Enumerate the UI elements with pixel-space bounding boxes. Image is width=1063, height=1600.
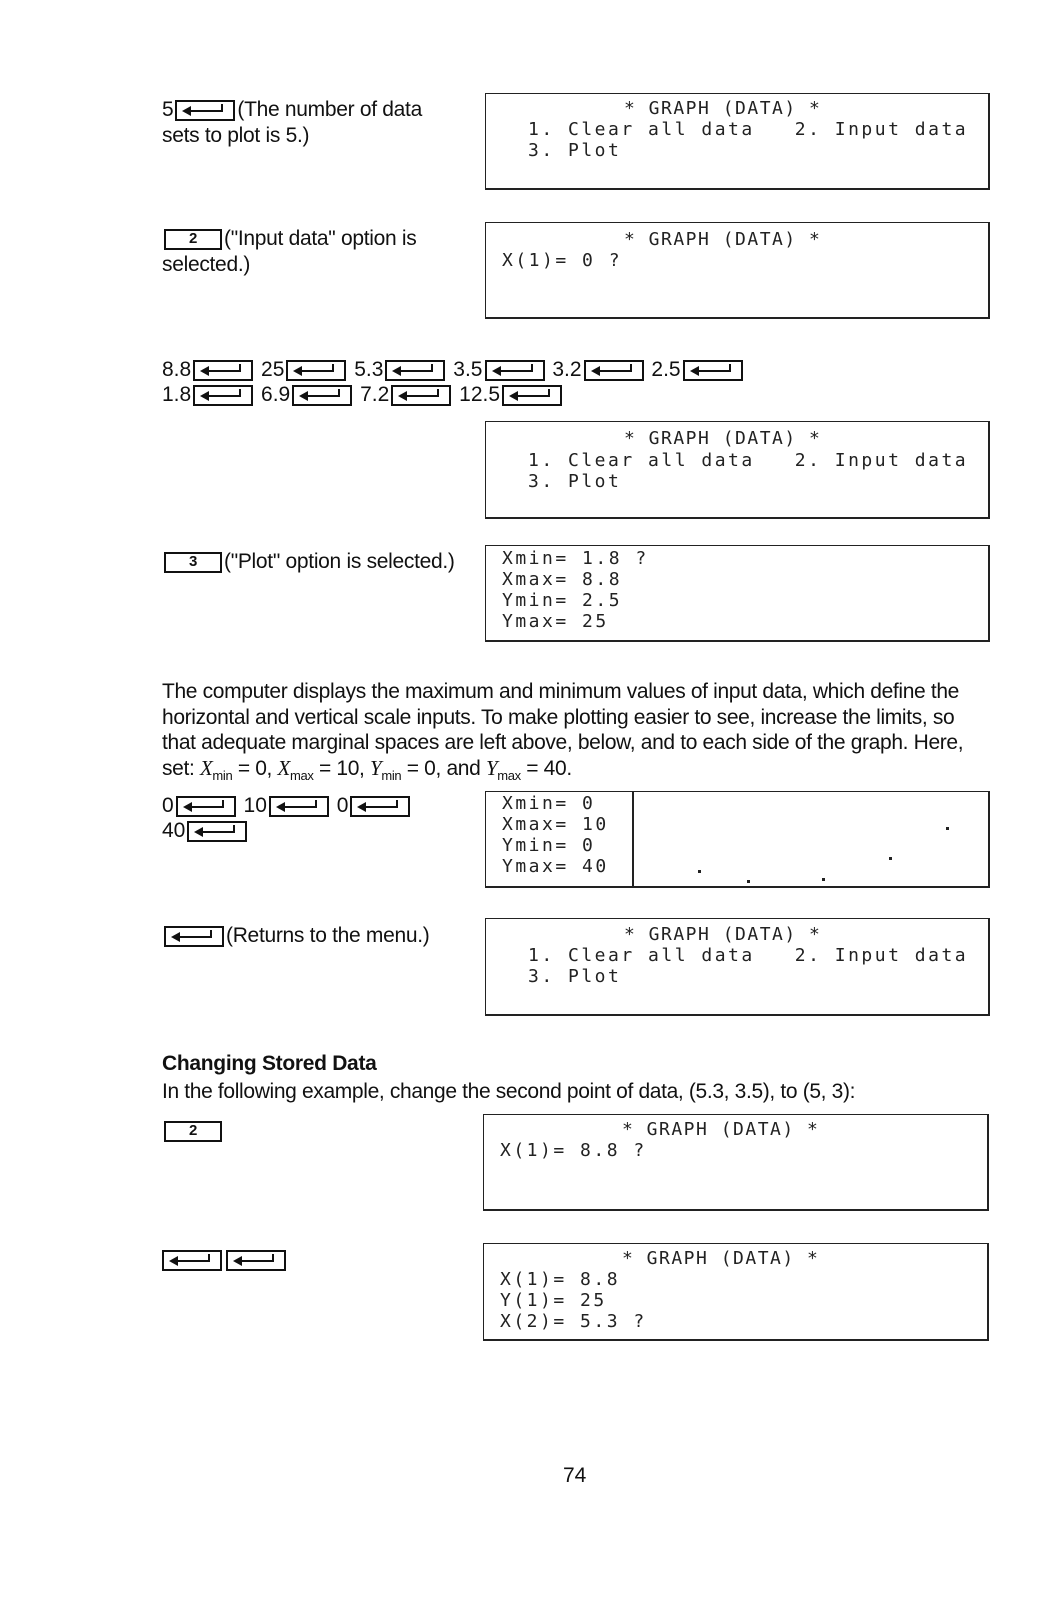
lcd-line: 3. Plot <box>528 140 622 161</box>
lcd-input-screen <box>483 1114 989 1211</box>
plot-area <box>634 792 988 886</box>
enter-key <box>292 385 352 406</box>
lcd-line: X(1)= 8.8 <box>500 1269 621 1290</box>
key-label: 5 <box>162 98 174 121</box>
lcd-line: Ymin= 2.5 <box>502 590 623 611</box>
entry-value: 10 <box>243 794 267 817</box>
sub-max: max <box>497 767 521 783</box>
enter-key <box>391 385 451 406</box>
step-note: (Returns to the menu.) <box>226 924 430 947</box>
eq: = 40. <box>520 756 572 780</box>
explanation-paragraph <box>162 679 982 788</box>
lcd-line: 3. Plot <box>528 966 622 987</box>
lcd-line: 1. Clear all data 2. Input data <box>528 945 969 966</box>
lcd-header: * GRAPH (DATA) * <box>624 924 822 945</box>
entry-value: 3.5 <box>453 358 483 381</box>
step-return <box>162 923 430 949</box>
step-note: (The number of data <box>237 98 422 121</box>
enter-key <box>187 821 247 842</box>
entry-value: 7.2 <box>360 383 390 406</box>
step-note: selected.) <box>162 253 251 276</box>
entry-value: 6.9 <box>261 383 291 406</box>
eq: = 10, <box>313 756 371 780</box>
entry-value: 0 <box>162 794 174 817</box>
enter-key <box>385 360 445 381</box>
lcd-line: Y(1)= 25 <box>500 1290 607 1311</box>
var-x: X <box>277 755 290 780</box>
enter-key <box>175 100 235 121</box>
step-note: sets to plot is 5.) <box>162 124 310 147</box>
lcd-line: X(1)= 0 ? <box>502 250 623 271</box>
eq: = 0, and <box>401 756 486 780</box>
step-plot <box>162 549 455 575</box>
plot-point <box>889 857 892 860</box>
enter-key <box>226 1250 286 1271</box>
sub-max: max <box>290 767 314 783</box>
number-key: 2 <box>164 229 222 250</box>
entry-value: 8.8 <box>162 358 192 381</box>
lcd-line: 1. Clear all data 2. Input data <box>528 119 969 140</box>
enter-key <box>485 360 545 381</box>
enter-key <box>350 796 410 817</box>
plot-point <box>822 878 825 881</box>
enter-key <box>176 796 236 817</box>
step-input-data <box>162 226 416 278</box>
sub-min: min <box>381 767 402 783</box>
lcd-line: Ymax= 40 <box>502 856 609 877</box>
enter-key <box>286 360 346 381</box>
step-enter-twice <box>160 1247 288 1273</box>
lcd-line: Xmax= 10 <box>502 814 609 835</box>
enter-key <box>193 385 253 406</box>
var-x: X <box>199 755 213 780</box>
step-change <box>162 1118 224 1144</box>
lcd-menu-screen <box>485 93 990 190</box>
lcd-header: * GRAPH (DATA) * <box>624 98 822 119</box>
lcd-header: * GRAPH (DATA) * <box>624 428 822 449</box>
entry-value: 1.8 <box>162 383 192 406</box>
plot-point <box>698 870 701 873</box>
step-note: ("Plot" option is selected.) <box>224 550 455 573</box>
entry-value: 40 <box>162 819 186 842</box>
lcd-header: * GRAPH (DATA) * <box>622 1119 820 1140</box>
data-entry-row-2 <box>162 380 564 410</box>
lcd-header: * GRAPH (DATA) * <box>622 1248 820 1269</box>
eq: = 0, <box>232 756 278 780</box>
lcd-line: X(1)= 8.8 ? <box>500 1140 647 1161</box>
entry-value: 25 <box>261 358 285 381</box>
page-number: 74 <box>563 1464 587 1487</box>
enter-key <box>502 385 562 406</box>
number-key: 2 <box>164 1121 222 1142</box>
entry-value: 2.5 <box>651 358 681 381</box>
enter-key <box>164 926 224 947</box>
enter-key <box>162 1250 222 1271</box>
plot-point <box>946 827 949 830</box>
enter-key <box>683 360 743 381</box>
var-y: Y <box>370 755 382 780</box>
var-y: Y <box>485 755 498 780</box>
paragraph-text: The computer displays the maximum and minimum values of input data, which define the horizontal and vertical scale inputs. To make plotting easier to see, increase the limits, so that adequate marginal spaces are left above, below, and to each side of the graph. Here, set: <box>162 680 964 780</box>
enter-key <box>269 796 329 817</box>
lcd-plot-screen <box>485 791 990 888</box>
section-heading: Changing Stored Data <box>162 1052 377 1075</box>
lcd-input-screen <box>485 222 990 319</box>
lcd-line: X(2)= 5.3 ? <box>500 1311 647 1332</box>
step-number-of-sets <box>162 97 422 149</box>
lcd-line: Xmin= 0 <box>502 793 596 814</box>
lcd-menu-screen <box>485 421 990 519</box>
lcd-line: 1. Clear all data 2. Input data <box>528 450 969 471</box>
step-note: ("Input data" option is <box>224 227 417 250</box>
entry-value: 5.3 <box>354 358 384 381</box>
lcd-header: * GRAPH (DATA) * <box>624 229 822 250</box>
entry-value: 12.5 <box>459 383 501 406</box>
range-entry-row-2 <box>162 816 249 846</box>
sub-min: min <box>212 767 233 783</box>
entry-value: 0 <box>336 794 349 817</box>
lcd-input-screen <box>483 1243 989 1341</box>
lcd-line: Xmax= 8.8 <box>502 569 623 590</box>
lcd-line: Xmin= 1.8 ? <box>502 548 649 569</box>
lcd-line: Ymin= 0 <box>502 835 596 856</box>
plot-point <box>747 880 750 883</box>
entry-value: 3.2 <box>552 358 582 381</box>
lcd-range-screen <box>485 545 990 642</box>
enter-key <box>584 360 644 381</box>
lcd-menu-screen <box>485 918 990 1016</box>
number-key: 3 <box>164 552 222 573</box>
enter-key <box>193 360 253 381</box>
section-intro: In the following example, change the second point of data, (5.3, 3.5), to (5, 3): <box>162 1080 856 1103</box>
lcd-line: Ymax= 25 <box>502 611 609 632</box>
lcd-line: 3. Plot <box>528 471 622 492</box>
